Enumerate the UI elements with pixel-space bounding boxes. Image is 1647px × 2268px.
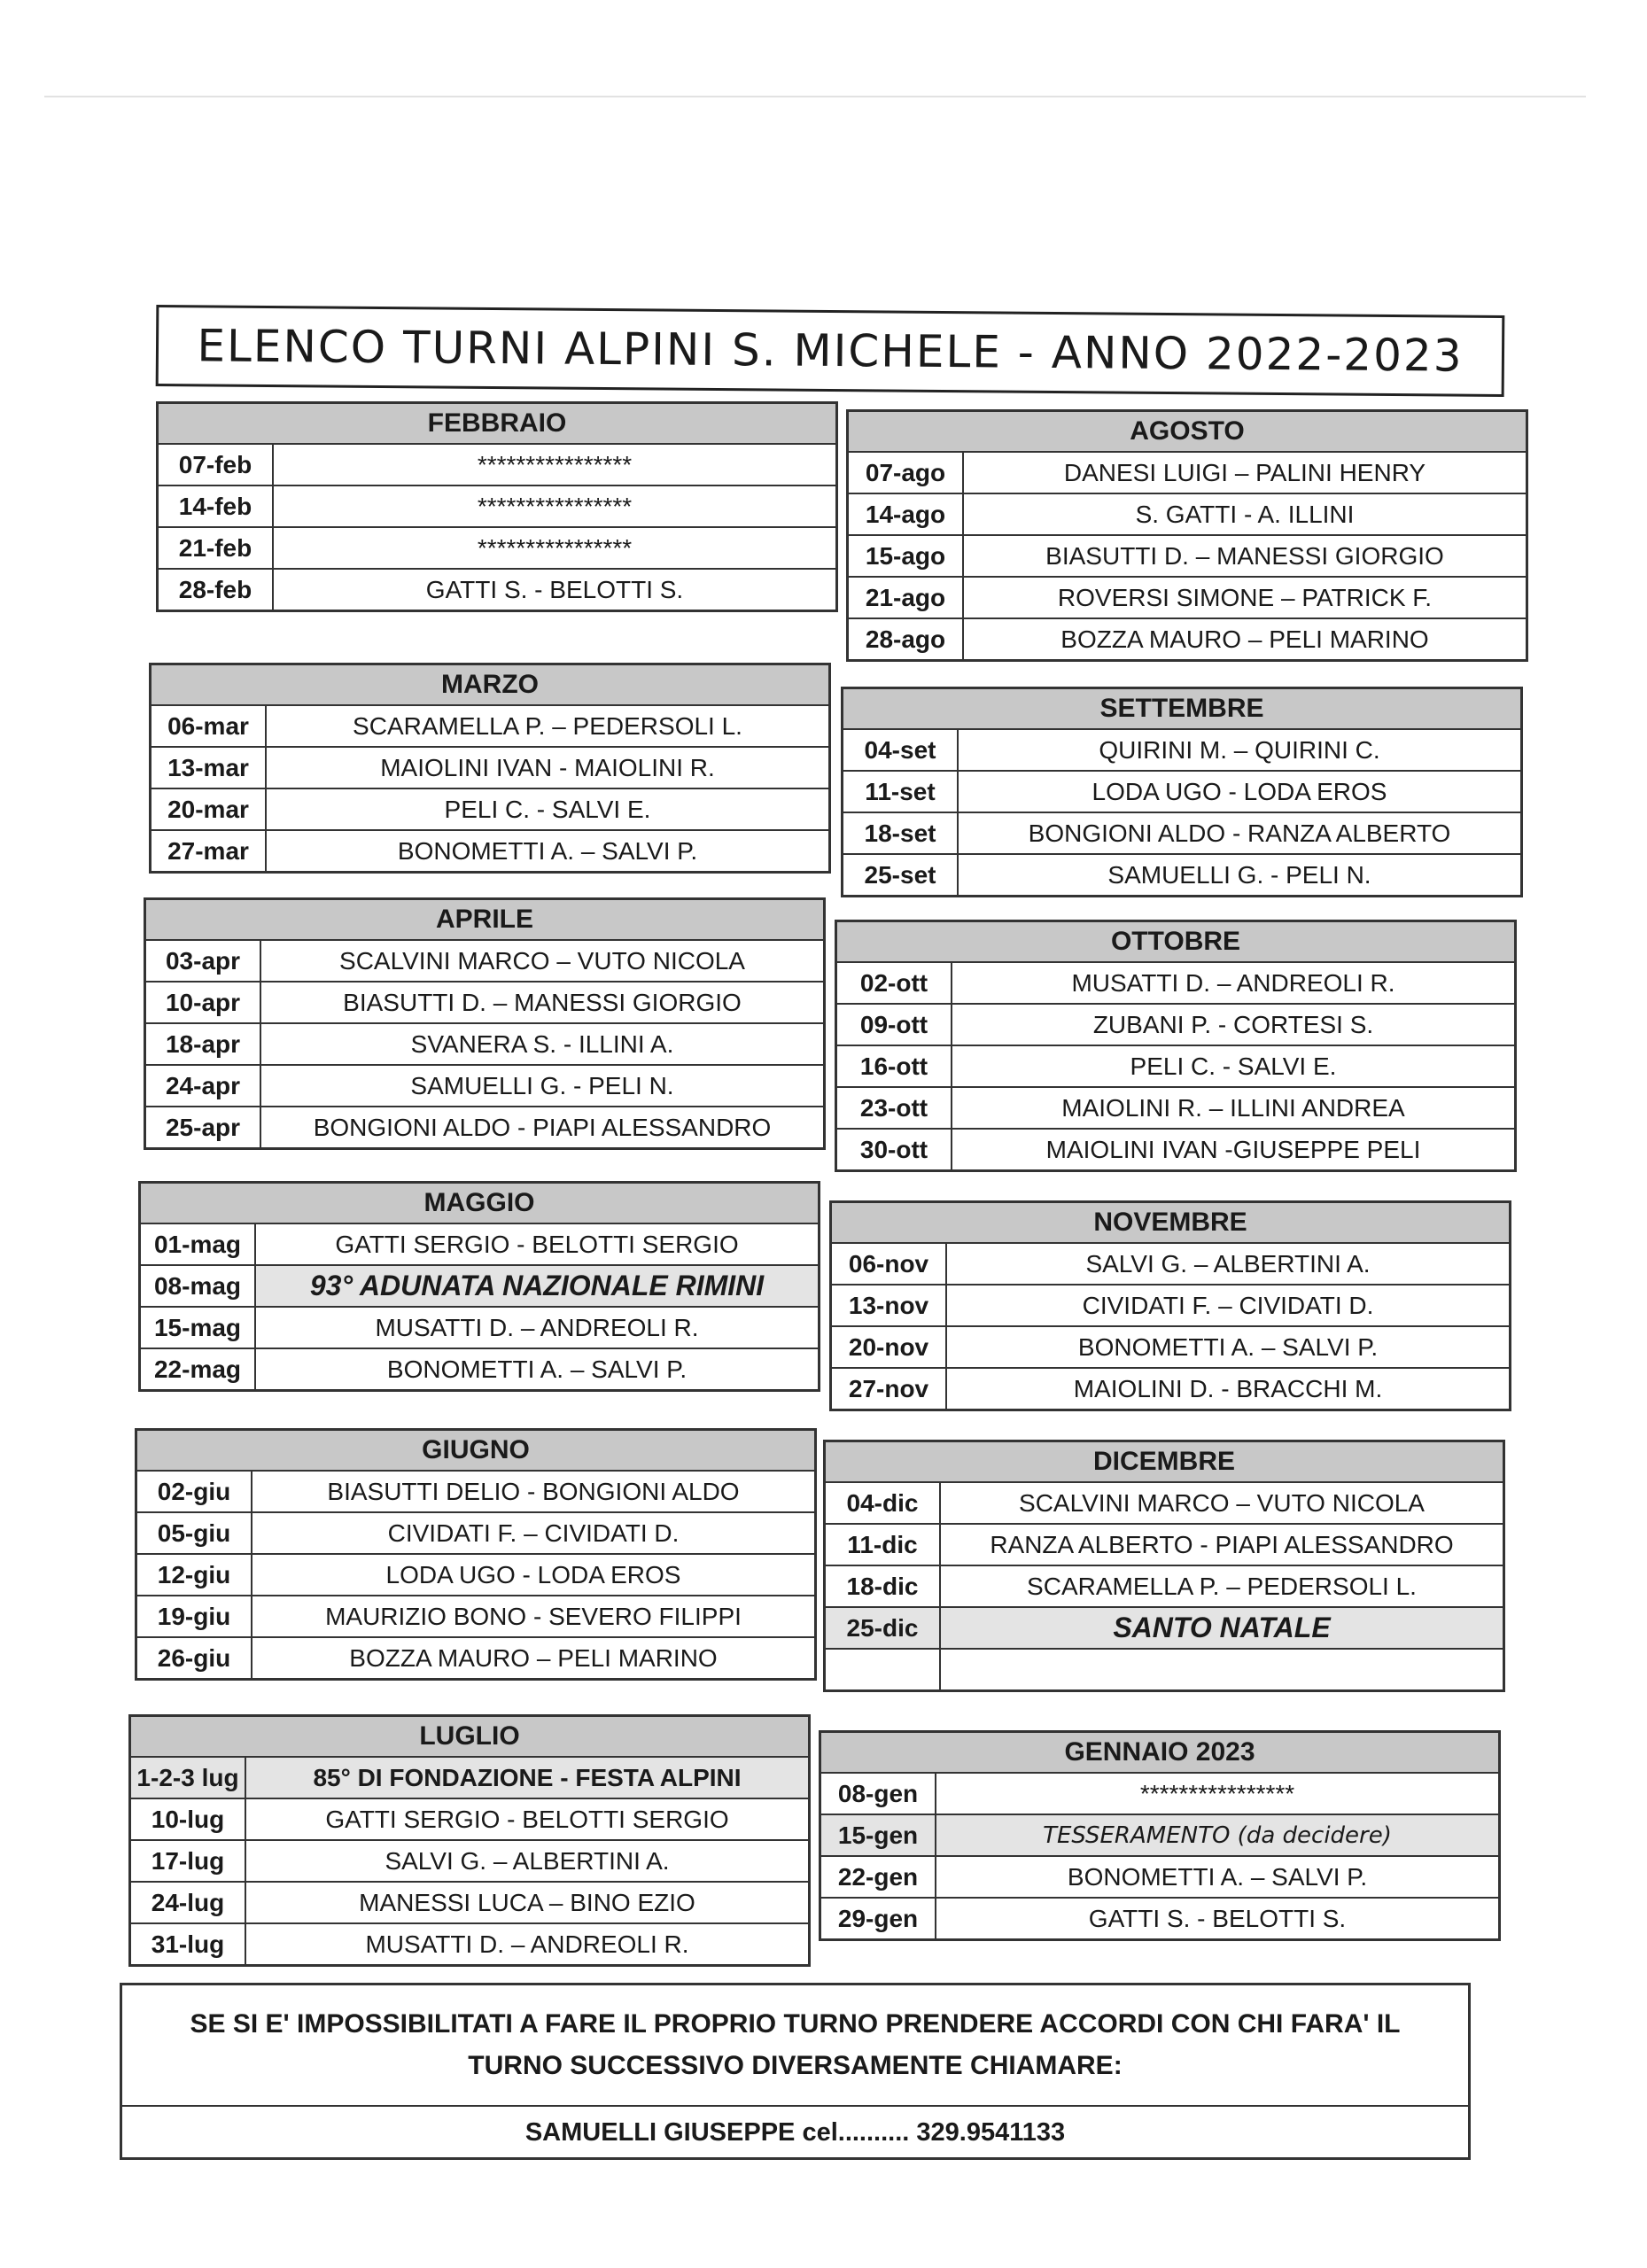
event-santo-natale: SANTO NATALE bbox=[940, 1607, 1504, 1649]
shift-names: SALVI G. – ALBERTINI A. bbox=[245, 1840, 810, 1882]
notice-message bbox=[122, 1985, 1468, 2107]
shift-names: QUIRINI M. – QUIRINI C. bbox=[958, 729, 1522, 771]
shift-names: SAMUELLI G. - PELI N. bbox=[260, 1065, 825, 1107]
month-table-agosto bbox=[846, 409, 1528, 662]
shift-names: MAIOLINI R. – ILLINI ANDREA bbox=[952, 1087, 1516, 1129]
month-header: AGOSTO bbox=[848, 411, 1527, 453]
shift-date: 26-giu bbox=[136, 1637, 252, 1680]
shift-date: 22-gen bbox=[820, 1856, 936, 1898]
event-adunata: 93° ADUNATA NAZIONALE RIMINI bbox=[255, 1265, 820, 1307]
shift-date: 25-set bbox=[843, 854, 959, 897]
month-header: APRILE bbox=[145, 899, 825, 941]
shift-date: 15-gen bbox=[820, 1814, 936, 1856]
shift-names: BOZZA MAURO – PELI MARINO bbox=[252, 1637, 816, 1680]
shift-date: 11-set bbox=[843, 771, 959, 812]
month-table-luglio bbox=[128, 1714, 811, 1967]
month-table-aprile bbox=[144, 897, 826, 1150]
shift-date: 07-ago bbox=[848, 452, 964, 493]
shift-names: CIVIDATI F. – CIVIDATI D. bbox=[946, 1285, 1511, 1326]
month-table-marzo bbox=[149, 663, 831, 874]
shift-date: 29-gen bbox=[820, 1898, 936, 1940]
shift-names: LODA UGO - LODA EROS bbox=[252, 1554, 816, 1596]
month-header: FEBBRAIO bbox=[158, 403, 837, 445]
shift-date: 1-2-3 lug bbox=[130, 1757, 246, 1798]
shift-names: **************** bbox=[936, 1773, 1500, 1814]
shift-date: 15-ago bbox=[848, 535, 964, 577]
shift-names: BIASUTTI DELIO - BONGIONI ALDO bbox=[252, 1471, 816, 1512]
shift-names: SCARAMELLA P. – PEDERSOLI L. bbox=[940, 1565, 1504, 1607]
shift-names: PELI C. - SALVI E. bbox=[266, 788, 830, 830]
shift-date: 12-giu bbox=[136, 1554, 252, 1596]
shift-names: BONGIONI ALDO - PIAPI ALESSANDRO bbox=[260, 1107, 825, 1149]
shift-date: 05-giu bbox=[136, 1512, 252, 1554]
month-header: NOVEMBRE bbox=[831, 1202, 1511, 1244]
shift-date: 02-giu bbox=[136, 1471, 252, 1512]
shift-names: S. GATTI - A. ILLINI bbox=[963, 493, 1527, 535]
shift-names: PELI C. - SALVI E. bbox=[952, 1045, 1516, 1087]
shift-names: SAMUELLI G. - PELI N. bbox=[958, 854, 1522, 897]
shift-names: MANESSI LUCA – BINO EZIO bbox=[245, 1882, 810, 1923]
shift-names: ROVERSI SIMONE – PATRICK F. bbox=[963, 577, 1527, 618]
month-header: LUGLIO bbox=[130, 1716, 810, 1758]
month-table-maggio bbox=[138, 1181, 820, 1392]
shift-date: 20-mar bbox=[151, 788, 267, 830]
shift-date: 03-apr bbox=[145, 940, 261, 982]
month-table-dicembre bbox=[823, 1440, 1505, 1692]
month-header: OTTOBRE bbox=[836, 921, 1516, 963]
shift-date: 06-mar bbox=[151, 705, 267, 747]
shift-names: SCARAMELLA P. – PEDERSOLI L. bbox=[266, 705, 830, 747]
event-tesseramento: TESSERAMENTO (da decidere) bbox=[936, 1814, 1500, 1856]
shift-names: GATTI SERGIO - BELOTTI SERGIO bbox=[245, 1798, 810, 1840]
shift-date: 04-dic bbox=[825, 1482, 941, 1524]
notice-contact: SAMUELLI GIUSEPPE cel.......... 329.9541133 bbox=[524, 2118, 1066, 2147]
shift-names: BIASUTTI D. – MANESSI GIORGIO bbox=[260, 982, 825, 1023]
shift-names: GATTI SERGIO - BELOTTI SERGIO bbox=[255, 1223, 820, 1265]
shift-date: 31-lug bbox=[130, 1923, 246, 1966]
shift-date: 10-lug bbox=[130, 1798, 246, 1840]
shift-names: MAURIZIO BONO - SEVERO FILIPPI bbox=[252, 1596, 816, 1637]
shift-names: BONGIONI ALDO - RANZA ALBERTO bbox=[958, 812, 1522, 854]
shift-names: LODA UGO - LODA EROS bbox=[958, 771, 1522, 812]
month-header: MAGGIO bbox=[140, 1183, 820, 1224]
shift-date: 02-ott bbox=[836, 962, 952, 1004]
shift-date: 07-feb bbox=[158, 444, 274, 485]
shift-date: 11-dic bbox=[825, 1524, 941, 1565]
shift-names: MUSATTI D. – ANDREOLI R. bbox=[952, 962, 1516, 1004]
shift-date: 06-nov bbox=[831, 1243, 947, 1285]
shift-date: 13-nov bbox=[831, 1285, 947, 1326]
shift-date: 14-feb bbox=[158, 485, 274, 527]
shift-date: 27-mar bbox=[151, 830, 267, 873]
shift-names: BONOMETTI A. – SALVI P. bbox=[936, 1856, 1500, 1898]
shift-date: 18-apr bbox=[145, 1023, 261, 1065]
month-table-giugno bbox=[135, 1428, 817, 1681]
shift-names: BONOMETTI A. – SALVI P. bbox=[266, 830, 830, 873]
shift-names: BONOMETTI A. – SALVI P. bbox=[255, 1348, 820, 1391]
shift-names: SALVI G. – ALBERTINI A. bbox=[946, 1243, 1511, 1285]
shift-names: DANESI LUIGI – PALINI HENRY bbox=[963, 452, 1527, 493]
shift-date: 15-mag bbox=[140, 1307, 256, 1348]
shift-names: SVANERA S. - ILLINI A. bbox=[260, 1023, 825, 1065]
month-header: SETTEMBRE bbox=[843, 688, 1522, 730]
notice-line-2: TURNO SUCCESSIVO DIVERSAMENTE CHIAMARE: bbox=[468, 2050, 1123, 2080]
notice-box bbox=[120, 1983, 1471, 2160]
shift-date: 04-set bbox=[843, 729, 959, 771]
shift-date: 20-nov bbox=[831, 1326, 947, 1368]
shift-names: MUSATTI D. – ANDREOLI R. bbox=[255, 1307, 820, 1348]
shift-names: MAIOLINI IVAN - MAIOLINI R. bbox=[266, 747, 830, 788]
shift-date: 27-nov bbox=[831, 1368, 947, 1410]
document-title: ELENCO TURNI ALPINI S. MICHELE - ANNO 2022-2023 bbox=[197, 320, 1464, 382]
shift-names: **************** bbox=[273, 444, 837, 485]
shift-names-empty bbox=[940, 1649, 1504, 1691]
month-table-novembre bbox=[829, 1200, 1511, 1411]
shift-names: RANZA ALBERTO - PIAPI ALESSANDRO bbox=[940, 1524, 1504, 1565]
shift-date: 23-ott bbox=[836, 1087, 952, 1129]
shift-date: 24-apr bbox=[145, 1065, 261, 1107]
month-header: GENNAIO 2023 bbox=[820, 1732, 1500, 1774]
month-header: DICEMBRE bbox=[825, 1441, 1504, 1483]
shift-date: 30-ott bbox=[836, 1129, 952, 1171]
shift-names: MUSATTI D. – ANDREOLI R. bbox=[245, 1923, 810, 1966]
shift-date: 08-gen bbox=[820, 1773, 936, 1814]
shift-date: 13-mar bbox=[151, 747, 267, 788]
shift-date: 28-feb bbox=[158, 569, 274, 611]
month-table-settembre bbox=[841, 687, 1523, 897]
shift-names: CIVIDATI F. – CIVIDATI D. bbox=[252, 1512, 816, 1554]
shift-date: 25-apr bbox=[145, 1107, 261, 1149]
shift-names: MAIOLINI IVAN -GIUSEPPE PELI bbox=[952, 1129, 1516, 1171]
month-header: MARZO bbox=[151, 664, 830, 706]
shift-date: 28-ago bbox=[848, 618, 964, 661]
month-table-ottobre bbox=[835, 920, 1517, 1172]
shift-date: 25-dic bbox=[825, 1607, 941, 1649]
shift-names: GATTI S. - BELOTTI S. bbox=[273, 569, 837, 611]
shift-names: BIASUTTI D. – MANESSI GIORGIO bbox=[963, 535, 1527, 577]
shift-date: 22-mag bbox=[140, 1348, 256, 1391]
shift-date: 09-ott bbox=[836, 1004, 952, 1045]
month-table-febbraio bbox=[156, 401, 838, 612]
shift-date: 18-dic bbox=[825, 1565, 941, 1607]
shift-names: BOZZA MAURO – PELI MARINO bbox=[963, 618, 1527, 661]
shift-date: 18-set bbox=[843, 812, 959, 854]
scan-edge-line bbox=[44, 96, 1586, 97]
month-table-gennaio-2023 bbox=[819, 1730, 1501, 1941]
event-fondazione: 85° DI FONDAZIONE - FESTA ALPINI bbox=[245, 1757, 810, 1798]
shift-date: 17-lug bbox=[130, 1840, 246, 1882]
month-header: GIUGNO bbox=[136, 1430, 816, 1472]
shift-names: ZUBANI P. - CORTESI S. bbox=[952, 1004, 1516, 1045]
shift-date: 10-apr bbox=[145, 982, 261, 1023]
shift-date: 21-feb bbox=[158, 527, 274, 569]
shift-date: 16-ott bbox=[836, 1045, 952, 1087]
shift-date: 24-lug bbox=[130, 1882, 246, 1923]
shift-names: BONOMETTI A. – SALVI P. bbox=[946, 1326, 1511, 1368]
notice-line-1: SE SI E' IMPOSSIBILITATI A FARE IL PROPRIO TURNO PRENDERE ACCORDI CON CHI FARA' IL bbox=[190, 2009, 1401, 2039]
shift-names: **************** bbox=[273, 527, 837, 569]
shift-names: MAIOLINI D. - BRACCHI M. bbox=[946, 1368, 1511, 1410]
shift-names: SCALVINI MARCO – VUTO NICOLA bbox=[260, 940, 825, 982]
shift-date: 21-ago bbox=[848, 577, 964, 618]
shift-names: **************** bbox=[273, 485, 837, 527]
shift-date: 08-mag bbox=[140, 1265, 256, 1307]
shift-date: 14-ago bbox=[848, 493, 964, 535]
shift-date: 19-giu bbox=[136, 1596, 252, 1637]
shift-date: 01-mag bbox=[140, 1223, 256, 1265]
document-title-box bbox=[156, 305, 1505, 397]
shift-names: GATTI S. - BELOTTI S. bbox=[936, 1898, 1500, 1940]
shift-names: SCALVINI MARCO – VUTO NICOLA bbox=[940, 1482, 1504, 1524]
shift-date-empty bbox=[825, 1649, 941, 1691]
